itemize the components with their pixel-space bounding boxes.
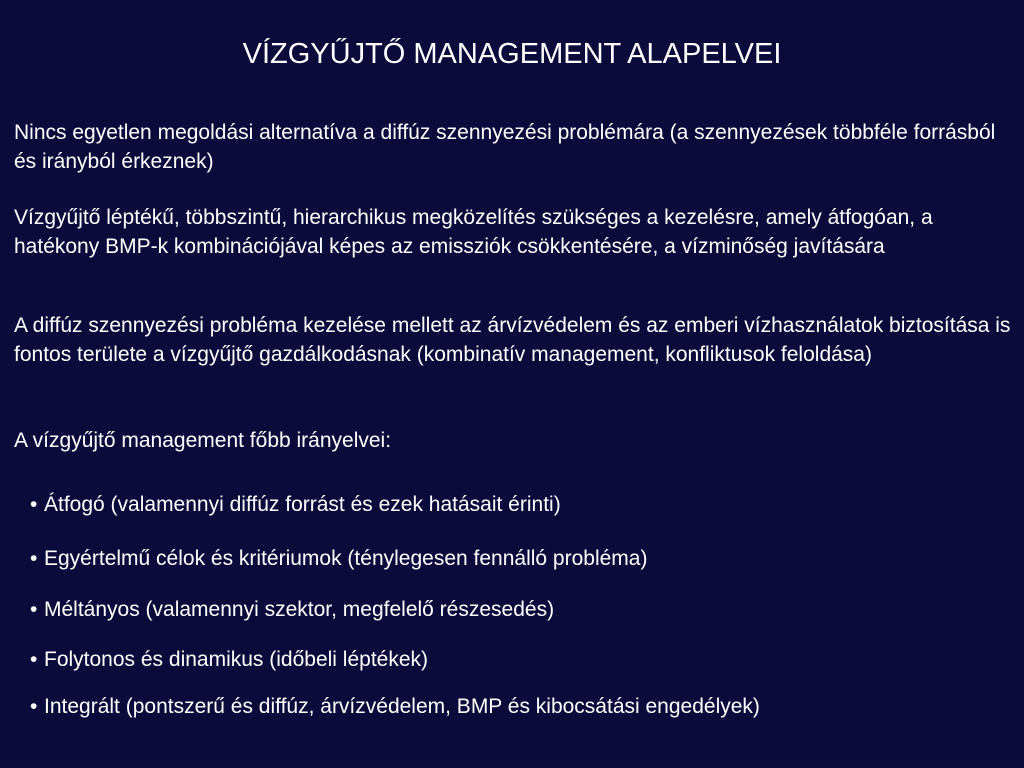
paragraph-watershed-approach: Vízgyűjtő léptékű, többszintű, hierarchikus megközelítés szükséges a kezelésre, amely átfogóan, a hatékony BMP-k kombinációjával képes az emissziók csökkentésére, a vízminőség javítására xyxy=(14,206,933,258)
paragraph-flood-protection: A diffúz szennyezési probléma kezelése mellett az árvízvédelem és az emberi vízhasználatok biztosítása is fontos területe a vízgyűjtő gazdálkodásnak (kombinatív management, konfliktusok feloldása) xyxy=(14,314,1011,366)
bullet-dot-icon: • xyxy=(30,493,38,516)
paragraph-principles-heading: A vízgyűjtő management főbb irányelvei: xyxy=(14,429,392,452)
bullet-item xyxy=(30,645,1010,674)
bullet-dot-icon: • xyxy=(30,547,38,570)
paragraph-no-single-solution: Nincs egyetlen megoldási alternatíva a diffúz szennyezési problémára (a szennyezések többféle forrásból és irányból érkeznek) xyxy=(14,121,996,173)
bullet-item xyxy=(30,490,1010,519)
bullet-text: Méltányos (valamennyi szektor, megfelelő részesedés) xyxy=(44,598,555,621)
bullet-dot-icon: • xyxy=(30,648,38,671)
bullet-text: Egyértelmű célok és kritériumok (ténylegesen fennálló probléma) xyxy=(44,547,648,570)
bullet-text: Folytonos és dinamikus (időbeli léptékek) xyxy=(44,648,429,671)
bullet-text: Integrált (pontszerű és diffúz, árvízvédelem, BMP és kibocsátási engedélyek) xyxy=(44,695,760,718)
bullet-text: Átfogó (valamennyi diffúz forrást és ezek hatásait érinti) xyxy=(44,493,561,516)
bullet-item xyxy=(30,544,1010,573)
bullet-dot-icon: • xyxy=(30,598,38,621)
bullet-item xyxy=(30,692,1010,721)
slide-title: VÍZGYŰJTŐ MANAGEMENT ALAPELVEI xyxy=(242,38,782,70)
bullet-item xyxy=(30,595,1010,624)
bullet-dot-icon: • xyxy=(30,695,38,718)
